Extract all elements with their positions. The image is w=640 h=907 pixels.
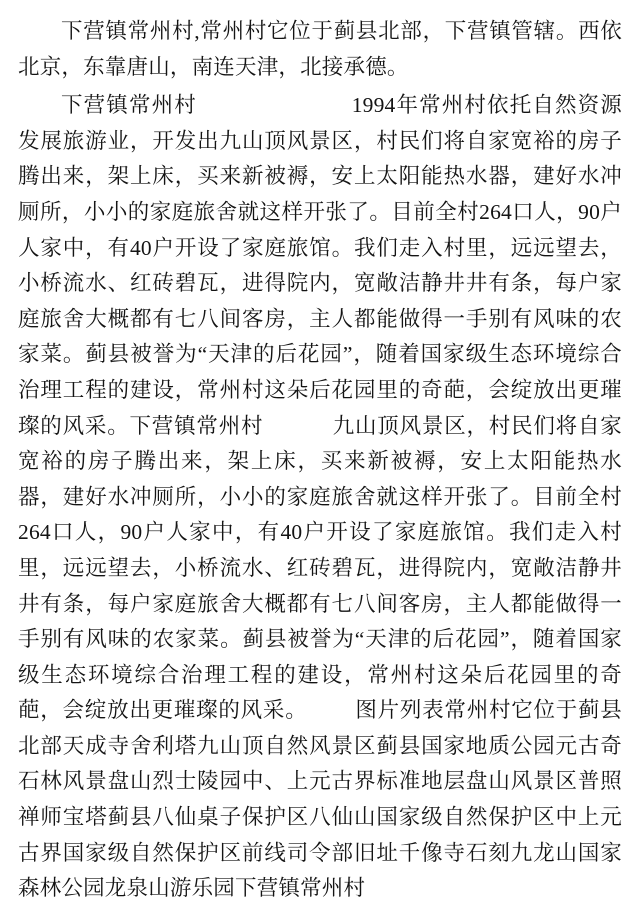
paragraph-image-list-text: 常州村它位于蓟县北部天成寺舍利塔九山顶自然风景区蓟县国家地质公园元古奇石林风景盘山烈士陵园中、上元古界标准地层盘山风景区普照禅师宝塔蓟县八仙桌子保护区八仙山国家级自然保护区中上元古界国家级自然保护区前线司令部旧址千像寺石刻九龙山国家森林公园龙泉山游乐园下营镇常州村 [18, 698, 622, 901]
paragraph-main-part-1-text: 1994年常州村依托自然资源发展旅游业，开发出九山顶风景区，村民们将自家宽裕的房子腾出来，架上床，买来新被褥，安上太阳能热水器，建好水冲厕所，小小的家庭旅舍就这样开张了。目前全村264口人，90户人家中，有40户开设了家庭旅馆。我们走入村里，远远望去，小桥流水、红砖碧瓦，进得院内，宽敞洁静井井有条，每户家庭旅舍大概都有七八间客房，主人都能做得一手别有风味的农家菜。蓟县被誉为“天津的后花园”，随着国家级生态环境综合治理工程的建设，常州村这朵后花园里的奇葩，会绽放出更璀璨的风采。 [18, 93, 622, 438]
paragraph-main-part-1-lead: 下营镇常州村 [61, 93, 197, 118]
paragraph-main-part-1 [18, 88, 622, 907]
paragraph-intro-text: 下营镇常州村,常州村它位于蓟县北部，下营镇管辖。西依北京，东靠唐山，南连天津，北接承德。 [18, 19, 622, 79]
paragraph-main-part-2-lead: 下营镇常州村 [129, 413, 264, 438]
document-body [18, 14, 622, 907]
paragraph-image-list-lead: 图片列表 [354, 698, 445, 723]
paragraph-intro [18, 14, 622, 85]
paragraph-main-part-2-text: 九山顶风景区，村民们将自家宽裕的房子腾出来，架上床，买来新被褥，安上太阳能热水器，建好水冲厕所，小小的家庭旅舍就这样开张了。目前全村264口人，90户人家中，有40户开设了家庭旅馆。我们走入村里，远远望去，小桥流水、红砖碧瓦，进得院内，宽敞洁静井井有条，每户家庭旅舍大概都有七八间客房，主人都能做得一手别有风味的农家菜。蓟县被誉为“天津的后花园”，随着国家级生态环境综合治理工程的建设，常州村这朵后花园里的奇葩，会绽放出更璀璨的风采。 [18, 413, 622, 723]
